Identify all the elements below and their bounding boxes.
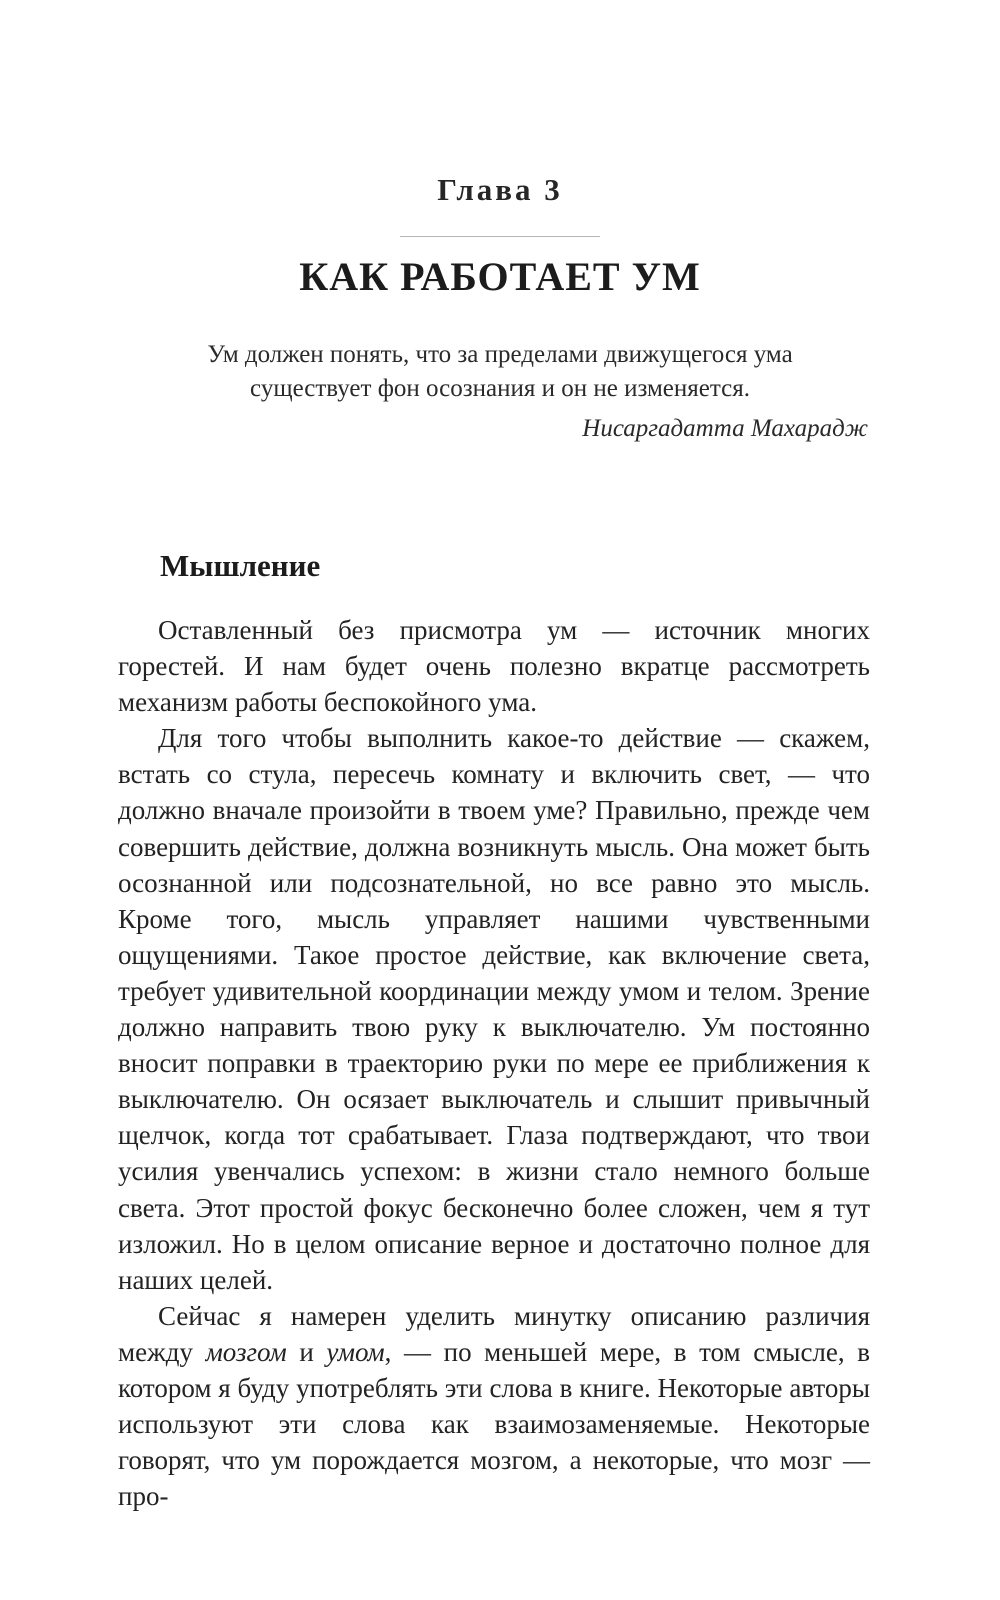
chapter-title: КАК РАБОТАЕТ УМ [299,254,701,299]
paragraph: Для того чтобы выполнить какое-то действие — скажем, встать со стула, пересечь комнату и включить свет, — что должно вначале произойти в твоем уме? Правильно, прежде чем совершить действие, должна возникнуть мысль. Она может быть осознанной или подсознательной, но все равно это мысль. Кроме того, мысль управляет нашими чувственными ощущениями. Такое простое действие, как включение света, требует удивительной координации между умом и телом. Зрение должно направить твою руку к выключателю. Ум постоянно вносит поправки в траекторию руки по мере ее приближения к выключателю. Он осязает выключатель и слышит привычный щелчок, когда тот срабатывает. Глаза подтверждают, что твои усилия увенчались успехом: в жизни стало немного больше света. Этот простой фокус бесконечно более сложен, чем я тут изложил. Но в целом описание верное и достаточно полное для наших целей. [118,723,870,1295]
paragraph-text: и [286,1336,327,1367]
chapter-label: Глава 3 [437,172,563,207]
section-heading: Мышление [160,548,321,583]
chapter-divider [400,236,600,237]
paragraph-text: , — по меньшей мере, в том смысле, в котором я буду употреблять эти слова в книге. Некоторые авторы используют эти слова как взаимозаменяемые. Некоторые говорят, что ум порождается мозгом, а некоторые, что мозг — про- [118,1336,870,1512]
paragraph: Оставленный без присмотра ум — источник многих горестей. И нам будет очень полезно вкратце рассмотреть механизм работы беспокойного ума. [118,615,870,718]
epigraph-author: Нисаргадатта Махарадж [582,415,868,442]
paragraph-text: Сейчас я намерен уделить минутку описанию различия между [118,1300,870,1367]
epigraph [0,338,1000,406]
epigraph-line: Ум должен понять, что за пределами движущегося ума [207,341,793,368]
emphasis-text: умом [326,1336,385,1367]
body-text [118,612,870,1514]
emphasis-text: мозгом [205,1336,287,1367]
epigraph-line: существует фон осознания и он не изменяется. [250,375,750,402]
paragraph [118,1298,870,1515]
